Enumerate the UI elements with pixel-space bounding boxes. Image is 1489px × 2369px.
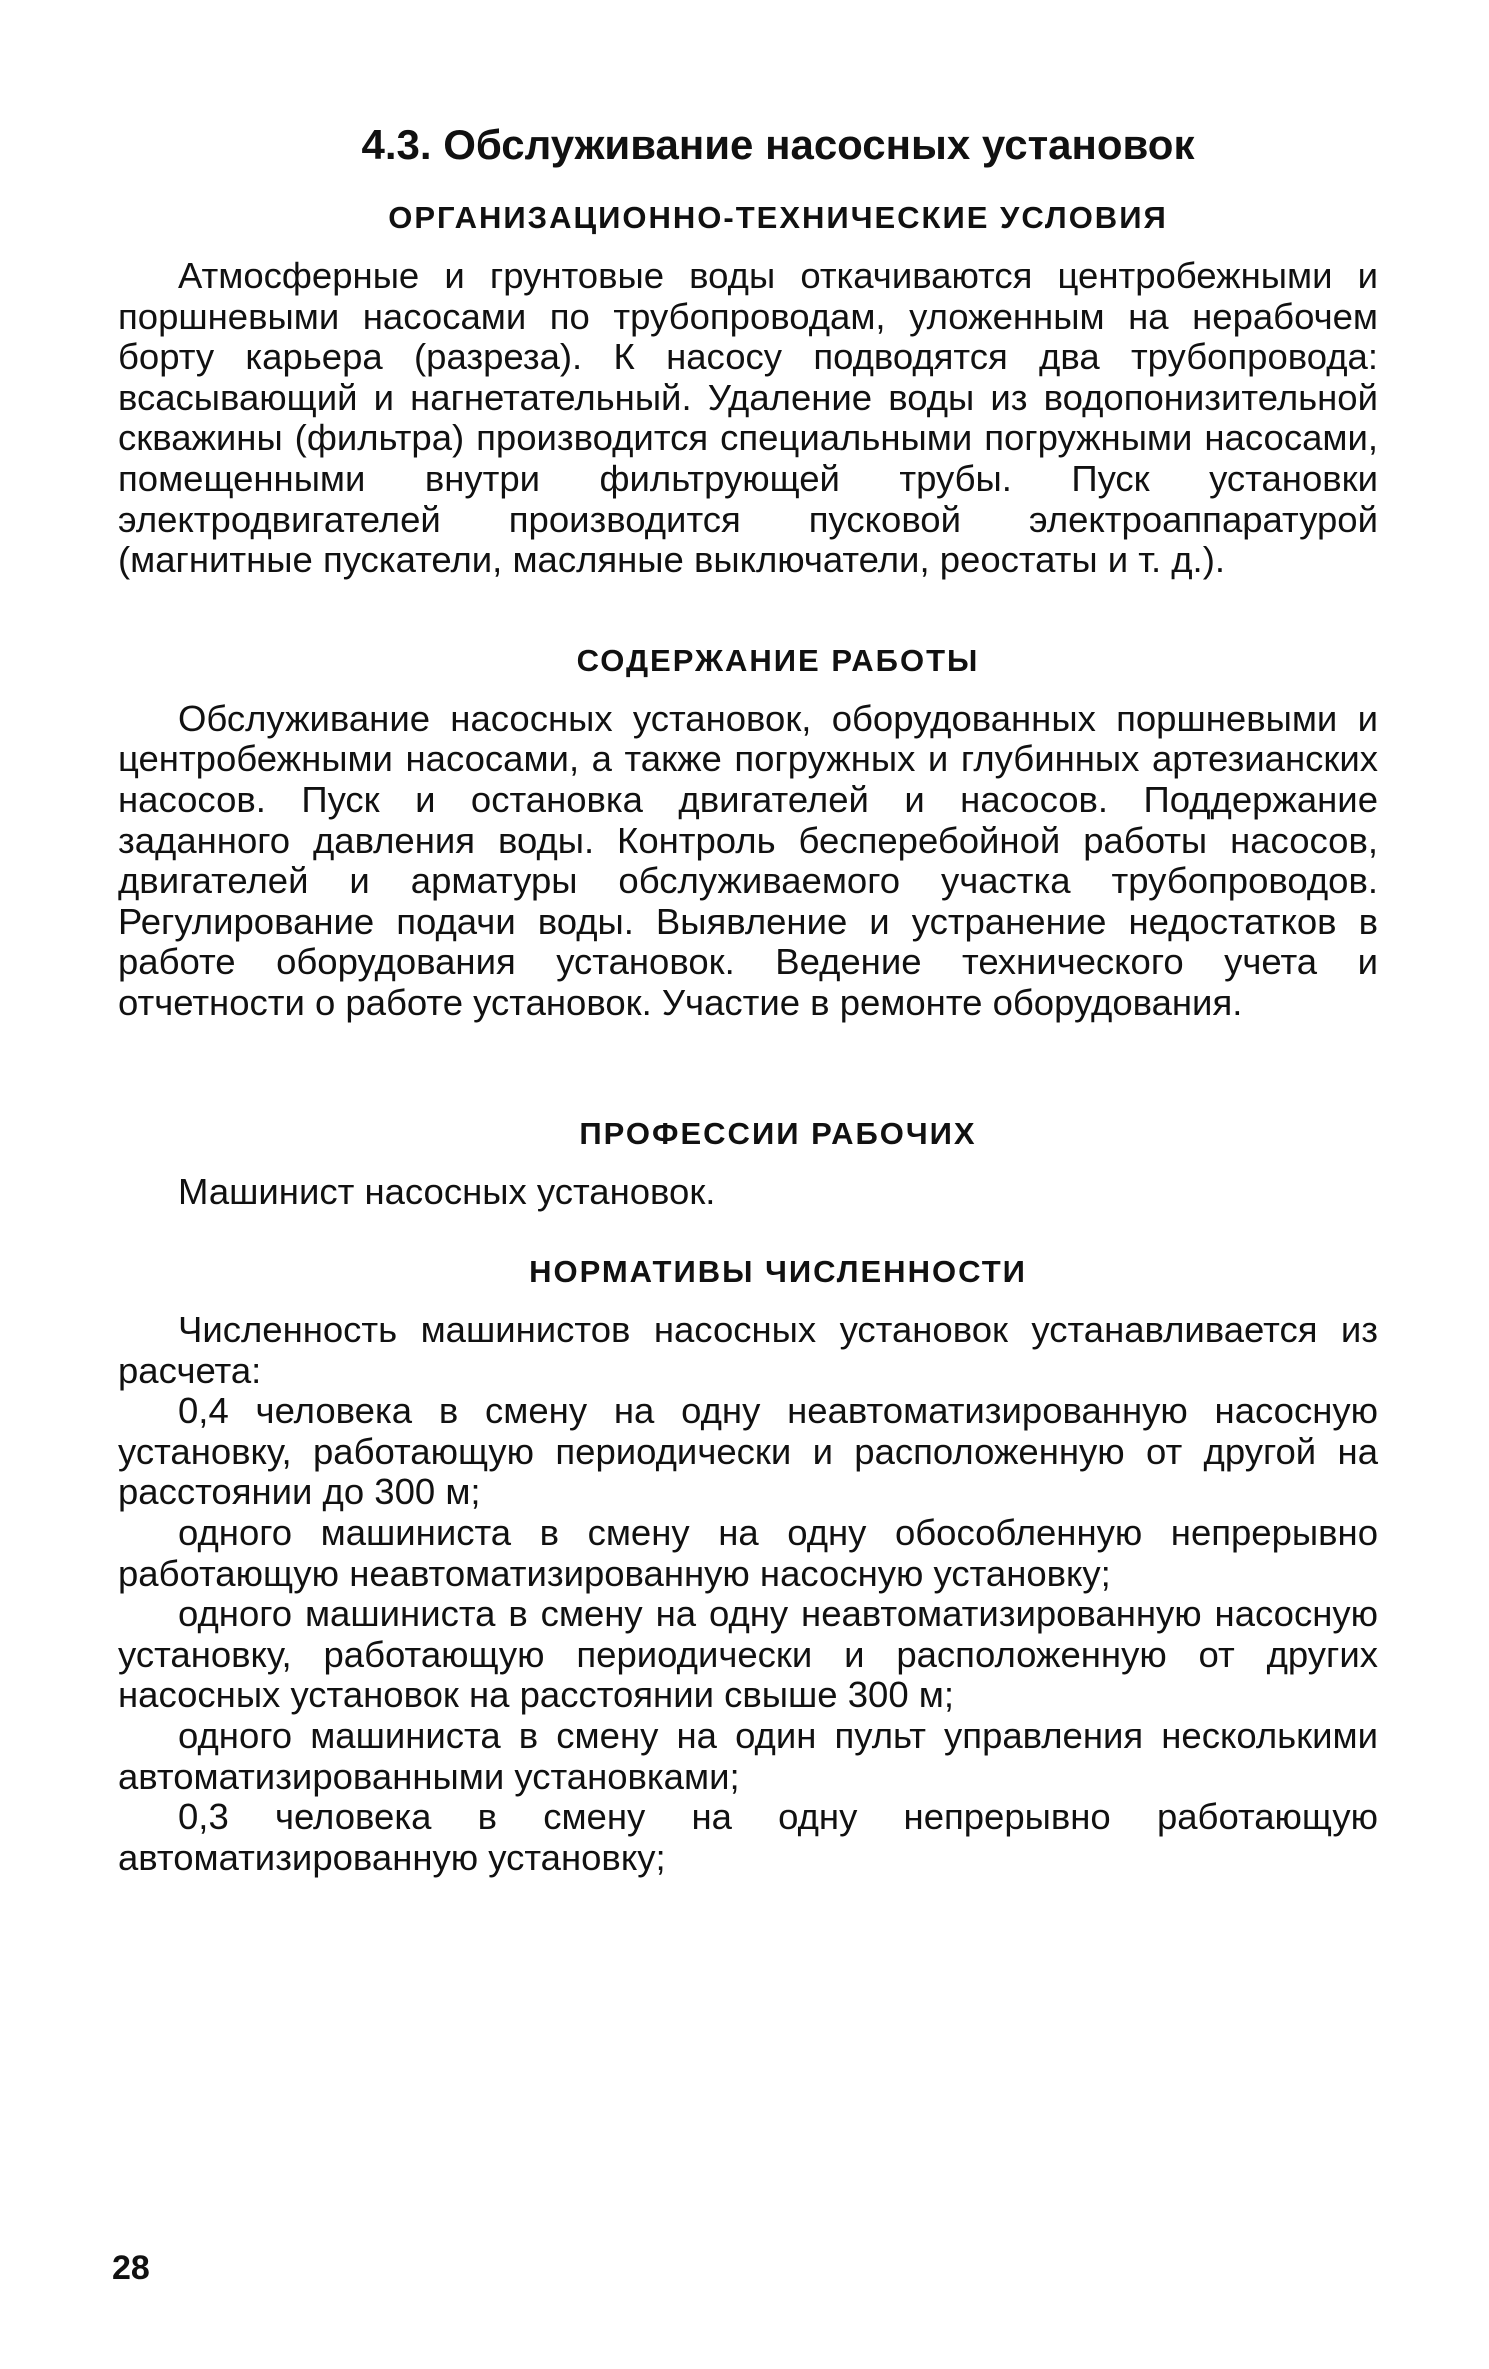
heading-staffing-norms: НОРМАТИВЫ ЧИСЛЕННОСТИ bbox=[529, 1254, 1027, 1290]
paragraph-work-content: Обслуживание насосных установок, оборудованных поршневыми и центробежными насосами, а также погружных и глубинных артезианских насосов. Пуск и остановка двигателей и насосов. Поддержание заданного давления воды. Контроль бесперебойной работы насосов, двигателей и арматуры обслуживаемого участка трубопроводов. Регулирование подачи воды. Выявление и устранение недостатков в работе оборудования установок. Ведение технического учета и отчетности о работе установок. Участие в ремонте оборудования. bbox=[118, 697, 1378, 1023]
page-number: 28 bbox=[112, 2249, 150, 2287]
section-title: 4.3. Обслуживание насосных установок bbox=[361, 121, 1195, 168]
paragraph-norm-item: одного машиниста в смену на одну обособленную непрерывно работающую неавтоматизированную насосную установку; bbox=[118, 1512, 1378, 1594]
paragraph-worker-professions: Машинист насосных установок. bbox=[178, 1170, 716, 1212]
paragraph-norm-item: 0,4 человека в смену на одну неавтоматизированную насосную установку, работающую периодически и расположенную от другой на расстоянии до 300 м; bbox=[118, 1390, 1378, 1513]
spacer bbox=[118, 1212, 1378, 1252]
heading-worker-professions: ПРОФЕССИИ РАБОЧИХ bbox=[579, 1115, 977, 1151]
heading-organizational-conditions: ОРГАНИЗАЦИОННО-ТЕХНИЧЕСКИЕ УСЛОВИЯ bbox=[388, 200, 1168, 235]
paragraph-organizational-conditions: Атмосферные и грунтовые воды откачиваются центробежными и поршневыми насосами по трубопроводам, уложенным на нерабочем борту карьера (разреза). К насосу подводятся два трубопровода: всасывающий и нагнетательный. Удаление воды из водопонизительной скважины (фильтра) производится специальными погружными насосами, помещенными внутри фильтрующей трубы. Пуск установки электродвигателей производится пусковой электроаппаратурой (магнитные пускатели, масляные выключатели, реостаты и т. д.). bbox=[118, 255, 1378, 581]
paragraph-norm-item: 0,3 человека в смену на одну непрерывно работающую автоматизированную установку; bbox=[118, 1796, 1378, 1878]
document-page bbox=[118, 120, 1378, 1878]
paragraph-norm-item: одного машиниста в смену на один пульт управления несколькими автоматизированными установками; bbox=[118, 1715, 1378, 1797]
heading-work-content: СОДЕРЖАНИЕ РАБОТЫ bbox=[576, 642, 980, 678]
paragraph-staffing-intro: Численность машинистов насосных установок устанавливается из расчета: bbox=[118, 1309, 1378, 1391]
spacer bbox=[118, 1024, 1378, 1114]
paragraph-norm-item: одного машиниста в смену на одну неавтоматизированную насосную установку, работающую периодически и расположенную от других насосных установок на расстоянии свыше 300 м; bbox=[118, 1593, 1378, 1716]
spacer bbox=[118, 581, 1378, 641]
